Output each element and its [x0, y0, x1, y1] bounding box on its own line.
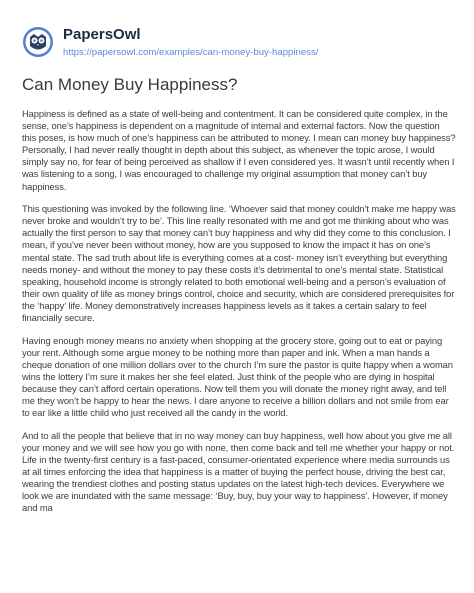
article-paragraph: Having enough money means no anxiety when shopping at the grocery store, going out to eat or paying your rent. Although some argue money to be nothing more than paper and ink. When a man hands a cheque donation of one million dollars over to the church I’m sure the pastor is quite happy when a woman wins the lottery I’m sure it makes her she feel elated. Just think of the people who are dying in hospital because they can’t afford certain operations. Now tell them you will donate the money right away, and tell me they won’t be happy to hear the news. I dare anyone to receive a billion dollars and not smile from ear to ear like a little child who just received all the candy in the world. — [22, 334, 453, 419]
page-url-link[interactable]: https://papersowl.com/examples/can-money-buy-happiness/ — [63, 47, 319, 58]
brand-name[interactable]: PapersOwl — [63, 26, 141, 43]
article-paragraph: Happiness is defined as a state of well-being and contentment. It can be considered quite complex, in the sense, one’s happiness is dependent on a magnitude of internal and external factors. Now the question this poses, is how much of one’s happiness can be attributed to money. I mean can money buy happiness? Personally, I had never really thought in depth about this subject, as whenever the topic arose, I would simply say no, for fear of being perceived as shallow if I even considered yes. It wasn’t until recently when I was listening to a song, I was encouraged to challenge my original assumption that money can’t buy happiness. — [22, 108, 456, 192]
page-title: Can Money Buy Happiness? — [22, 75, 238, 94]
article-paragraph: And to all the people that believe that in no way money can buy happiness, well how about you give me all your money and we will see how you go with none, then come back and tell me whether your happy or not. Life in the twenty-first century is a fast-paced, consumer-orientated experience where media surrounds us at all times enforcing the idea that happiness is a matter of buying the perfect house, driving the best car, wearing the trendiest clothes and posting status updates on the latest high-tech devices. Everywhere we look we are inundated with the same message: ‘Buy, buy, buy your way to happiness’. However, if money and ma — [22, 429, 455, 514]
site-header — [22, 26, 318, 59]
article-paragraph: This questioning was invoked by the following line. ‘Whoever said that money couldn’t make me happy was never broke and wouldn’t try to be’. This line really resonated with me and got me thinking about who was actually the first person to say that money can’t buy happiness and why did they come to this conclusion. I mean, if you’ve never been without money, how are you supposed to know the impact it has on one’s mental state. The sad truth about life is everything comes at a cost- money isn’t everything but everything needs money- and without the money to pay these costs it’s detrimental to one’s mental state. Statistical speaking, household income is strongly related to both emotional well-being and a person’s evaluation of their own quality of life as money brings control, choice and security, which are considered prerequisites for the ‘happy’ life. Money demonstratively increases happiness levels as it takes a certain salary to feel financially secure. — [22, 203, 456, 323]
brand-block — [63, 26, 318, 59]
owl-logo-icon[interactable] — [22, 26, 54, 58]
article-body — [22, 108, 456, 525]
